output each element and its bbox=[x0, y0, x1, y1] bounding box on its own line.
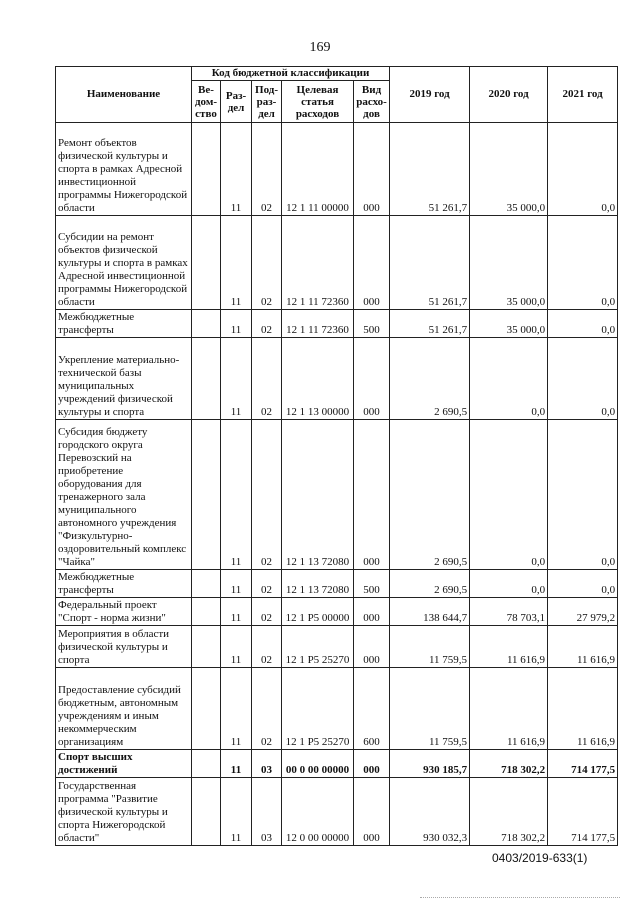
row-podrazdel: 02 bbox=[252, 310, 282, 338]
row-statya: 12 1 P5 25270 bbox=[282, 668, 354, 750]
row-vid: 500 bbox=[354, 310, 390, 338]
row-ved bbox=[192, 668, 221, 750]
header-statya: Целевая статья расходов bbox=[282, 81, 354, 123]
row-podrazdel: 02 bbox=[252, 338, 282, 420]
row-2021: 0,0 bbox=[548, 310, 618, 338]
row-name: Межбюджетные трансферты bbox=[56, 310, 192, 338]
row-statya: 12 1 11 00000 bbox=[282, 123, 354, 216]
row-statya: 12 1 13 72080 bbox=[282, 420, 354, 570]
row-vid: 000 bbox=[354, 778, 390, 846]
row-2021: 0,0 bbox=[548, 216, 618, 310]
row-2019: 930 185,7 bbox=[390, 750, 470, 778]
row-name: Субсидии на ремонт объектов физической культуры и спорта в рамках Адресной инвестиционной программы Нижегородской области bbox=[56, 216, 192, 310]
row-2019: 2 690,5 bbox=[390, 420, 470, 570]
row-statya: 12 1 P5 00000 bbox=[282, 598, 354, 626]
table-row bbox=[56, 420, 618, 570]
row-2021: 714 177,5 bbox=[548, 750, 618, 778]
row-2020: 718 302,2 bbox=[470, 750, 548, 778]
row-razdel: 11 bbox=[221, 778, 252, 846]
row-name: Государственная программа "Развитие физической культуры и спорта Нижегородской области" bbox=[56, 778, 192, 846]
row-name: Ремонт объектов физической культуры и спорта в рамках Адресной инвестиционной программы Нижегородской области bbox=[56, 123, 192, 216]
row-ved bbox=[192, 598, 221, 626]
scan-artifact-line bbox=[420, 897, 620, 900]
row-podrazdel: 03 bbox=[252, 750, 282, 778]
row-2019: 51 261,7 bbox=[390, 216, 470, 310]
row-2021: 714 177,5 bbox=[548, 778, 618, 846]
row-vid: 000 bbox=[354, 338, 390, 420]
row-ved bbox=[192, 310, 221, 338]
row-2019: 11 759,5 bbox=[390, 626, 470, 668]
row-2020: 0,0 bbox=[470, 570, 548, 598]
header-vid: Вид расхо- дов bbox=[354, 81, 390, 123]
row-podrazdel: 02 bbox=[252, 598, 282, 626]
row-2019: 51 261,7 bbox=[390, 310, 470, 338]
row-razdel: 11 bbox=[221, 216, 252, 310]
row-ved bbox=[192, 420, 221, 570]
row-statya: 12 1 13 72080 bbox=[282, 570, 354, 598]
row-vid: 000 bbox=[354, 123, 390, 216]
row-razdel: 11 bbox=[221, 750, 252, 778]
row-2020: 718 302,2 bbox=[470, 778, 548, 846]
row-razdel: 11 bbox=[221, 338, 252, 420]
row-podrazdel: 02 bbox=[252, 668, 282, 750]
header-name: Наименование bbox=[56, 67, 192, 123]
row-vid: 500 bbox=[354, 570, 390, 598]
table-row bbox=[56, 778, 618, 846]
row-statya: 12 0 00 00000 bbox=[282, 778, 354, 846]
table-row bbox=[56, 570, 618, 598]
row-ved bbox=[192, 778, 221, 846]
row-ved bbox=[192, 626, 221, 668]
header-2020: 2020 год bbox=[470, 67, 548, 123]
row-statya: 12 1 P5 25270 bbox=[282, 626, 354, 668]
row-2021: 0,0 bbox=[548, 570, 618, 598]
row-2019: 930 032,3 bbox=[390, 778, 470, 846]
row-podrazdel: 02 bbox=[252, 420, 282, 570]
row-2021: 0,0 bbox=[548, 338, 618, 420]
header-vedomstvo: Ве- дом- ство bbox=[192, 81, 221, 123]
header-razdel: Раз- дел bbox=[221, 81, 252, 123]
row-2020: 35 000,0 bbox=[470, 123, 548, 216]
table-row bbox=[56, 598, 618, 626]
row-statya: 00 0 00 00000 bbox=[282, 750, 354, 778]
table-row bbox=[56, 216, 618, 310]
header-2021: 2021 год bbox=[548, 67, 618, 123]
row-2019: 2 690,5 bbox=[390, 338, 470, 420]
row-2021: 0,0 bbox=[548, 123, 618, 216]
document-code: 0403/2019-633(1) bbox=[492, 851, 588, 865]
row-name: Федеральный проект "Спорт - норма жизни" bbox=[56, 598, 192, 626]
row-name: Мероприятия в области физической культуры и спорта bbox=[56, 626, 192, 668]
row-razdel: 11 bbox=[221, 570, 252, 598]
row-ved bbox=[192, 123, 221, 216]
row-razdel: 11 bbox=[221, 668, 252, 750]
row-2019: 138 644,7 bbox=[390, 598, 470, 626]
page-number: 169 bbox=[309, 40, 331, 55]
row-ved bbox=[192, 750, 221, 778]
table-row bbox=[56, 123, 618, 216]
row-vid: 000 bbox=[354, 750, 390, 778]
row-ved bbox=[192, 338, 221, 420]
row-podrazdel: 02 bbox=[252, 626, 282, 668]
row-2020: 78 703,1 bbox=[470, 598, 548, 626]
header-podrazdel: Под- раз- дел bbox=[252, 81, 282, 123]
row-name: Предоставление субсидий бюджетным, автономным учреждениям и иным некоммерческим организациям bbox=[56, 668, 192, 750]
header-code-group: Код бюджетной классификации bbox=[192, 67, 390, 81]
row-statya: 12 1 11 72360 bbox=[282, 310, 354, 338]
table-row bbox=[56, 310, 618, 338]
row-razdel: 11 bbox=[221, 310, 252, 338]
table-row bbox=[56, 338, 618, 420]
row-2021: 11 616,9 bbox=[548, 626, 618, 668]
row-vid: 000 bbox=[354, 216, 390, 310]
row-statya: 12 1 13 00000 bbox=[282, 338, 354, 420]
header-2019: 2019 год bbox=[390, 67, 470, 123]
row-podrazdel: 02 bbox=[252, 123, 282, 216]
row-name: Укрепление материально-технической базы муниципальных учреждений физической культуры и спорта bbox=[56, 338, 192, 420]
row-podrazdel: 02 bbox=[252, 570, 282, 598]
row-razdel: 11 bbox=[221, 123, 252, 216]
row-razdel: 11 bbox=[221, 420, 252, 570]
row-2020: 35 000,0 bbox=[470, 216, 548, 310]
row-2019: 11 759,5 bbox=[390, 668, 470, 750]
row-name: Спорт высших достижений bbox=[56, 750, 192, 778]
row-statya: 12 1 11 72360 bbox=[282, 216, 354, 310]
budget-table bbox=[55, 66, 618, 846]
row-podrazdel: 02 bbox=[252, 216, 282, 310]
row-2020: 0,0 bbox=[470, 420, 548, 570]
row-razdel: 11 bbox=[221, 598, 252, 626]
row-vid: 000 bbox=[354, 598, 390, 626]
row-razdel: 11 bbox=[221, 626, 252, 668]
row-2020: 11 616,9 bbox=[470, 626, 548, 668]
row-2021: 11 616,9 bbox=[548, 668, 618, 750]
table-row bbox=[56, 668, 618, 750]
row-2021: 27 979,2 bbox=[548, 598, 618, 626]
table-row bbox=[56, 626, 618, 668]
row-2021: 0,0 bbox=[548, 420, 618, 570]
row-vid: 000 bbox=[354, 626, 390, 668]
table-row bbox=[56, 750, 618, 778]
row-2019: 2 690,5 bbox=[390, 570, 470, 598]
row-ved bbox=[192, 216, 221, 310]
row-2019: 51 261,7 bbox=[390, 123, 470, 216]
row-2020: 11 616,9 bbox=[470, 668, 548, 750]
row-name: Субсидия бюджету городского округа Перевозский на приобретение оборудования для тренажерного зала муниципального автономного учреждения "Физкультурно-оздоровительный комплекс "Чайка" bbox=[56, 420, 192, 570]
row-name: Межбюджетные трансферты bbox=[56, 570, 192, 598]
row-ved bbox=[192, 570, 221, 598]
row-vid: 000 bbox=[354, 420, 390, 570]
row-2020: 35 000,0 bbox=[470, 310, 548, 338]
row-vid: 600 bbox=[354, 668, 390, 750]
row-2020: 0,0 bbox=[470, 338, 548, 420]
row-podrazdel: 03 bbox=[252, 778, 282, 846]
